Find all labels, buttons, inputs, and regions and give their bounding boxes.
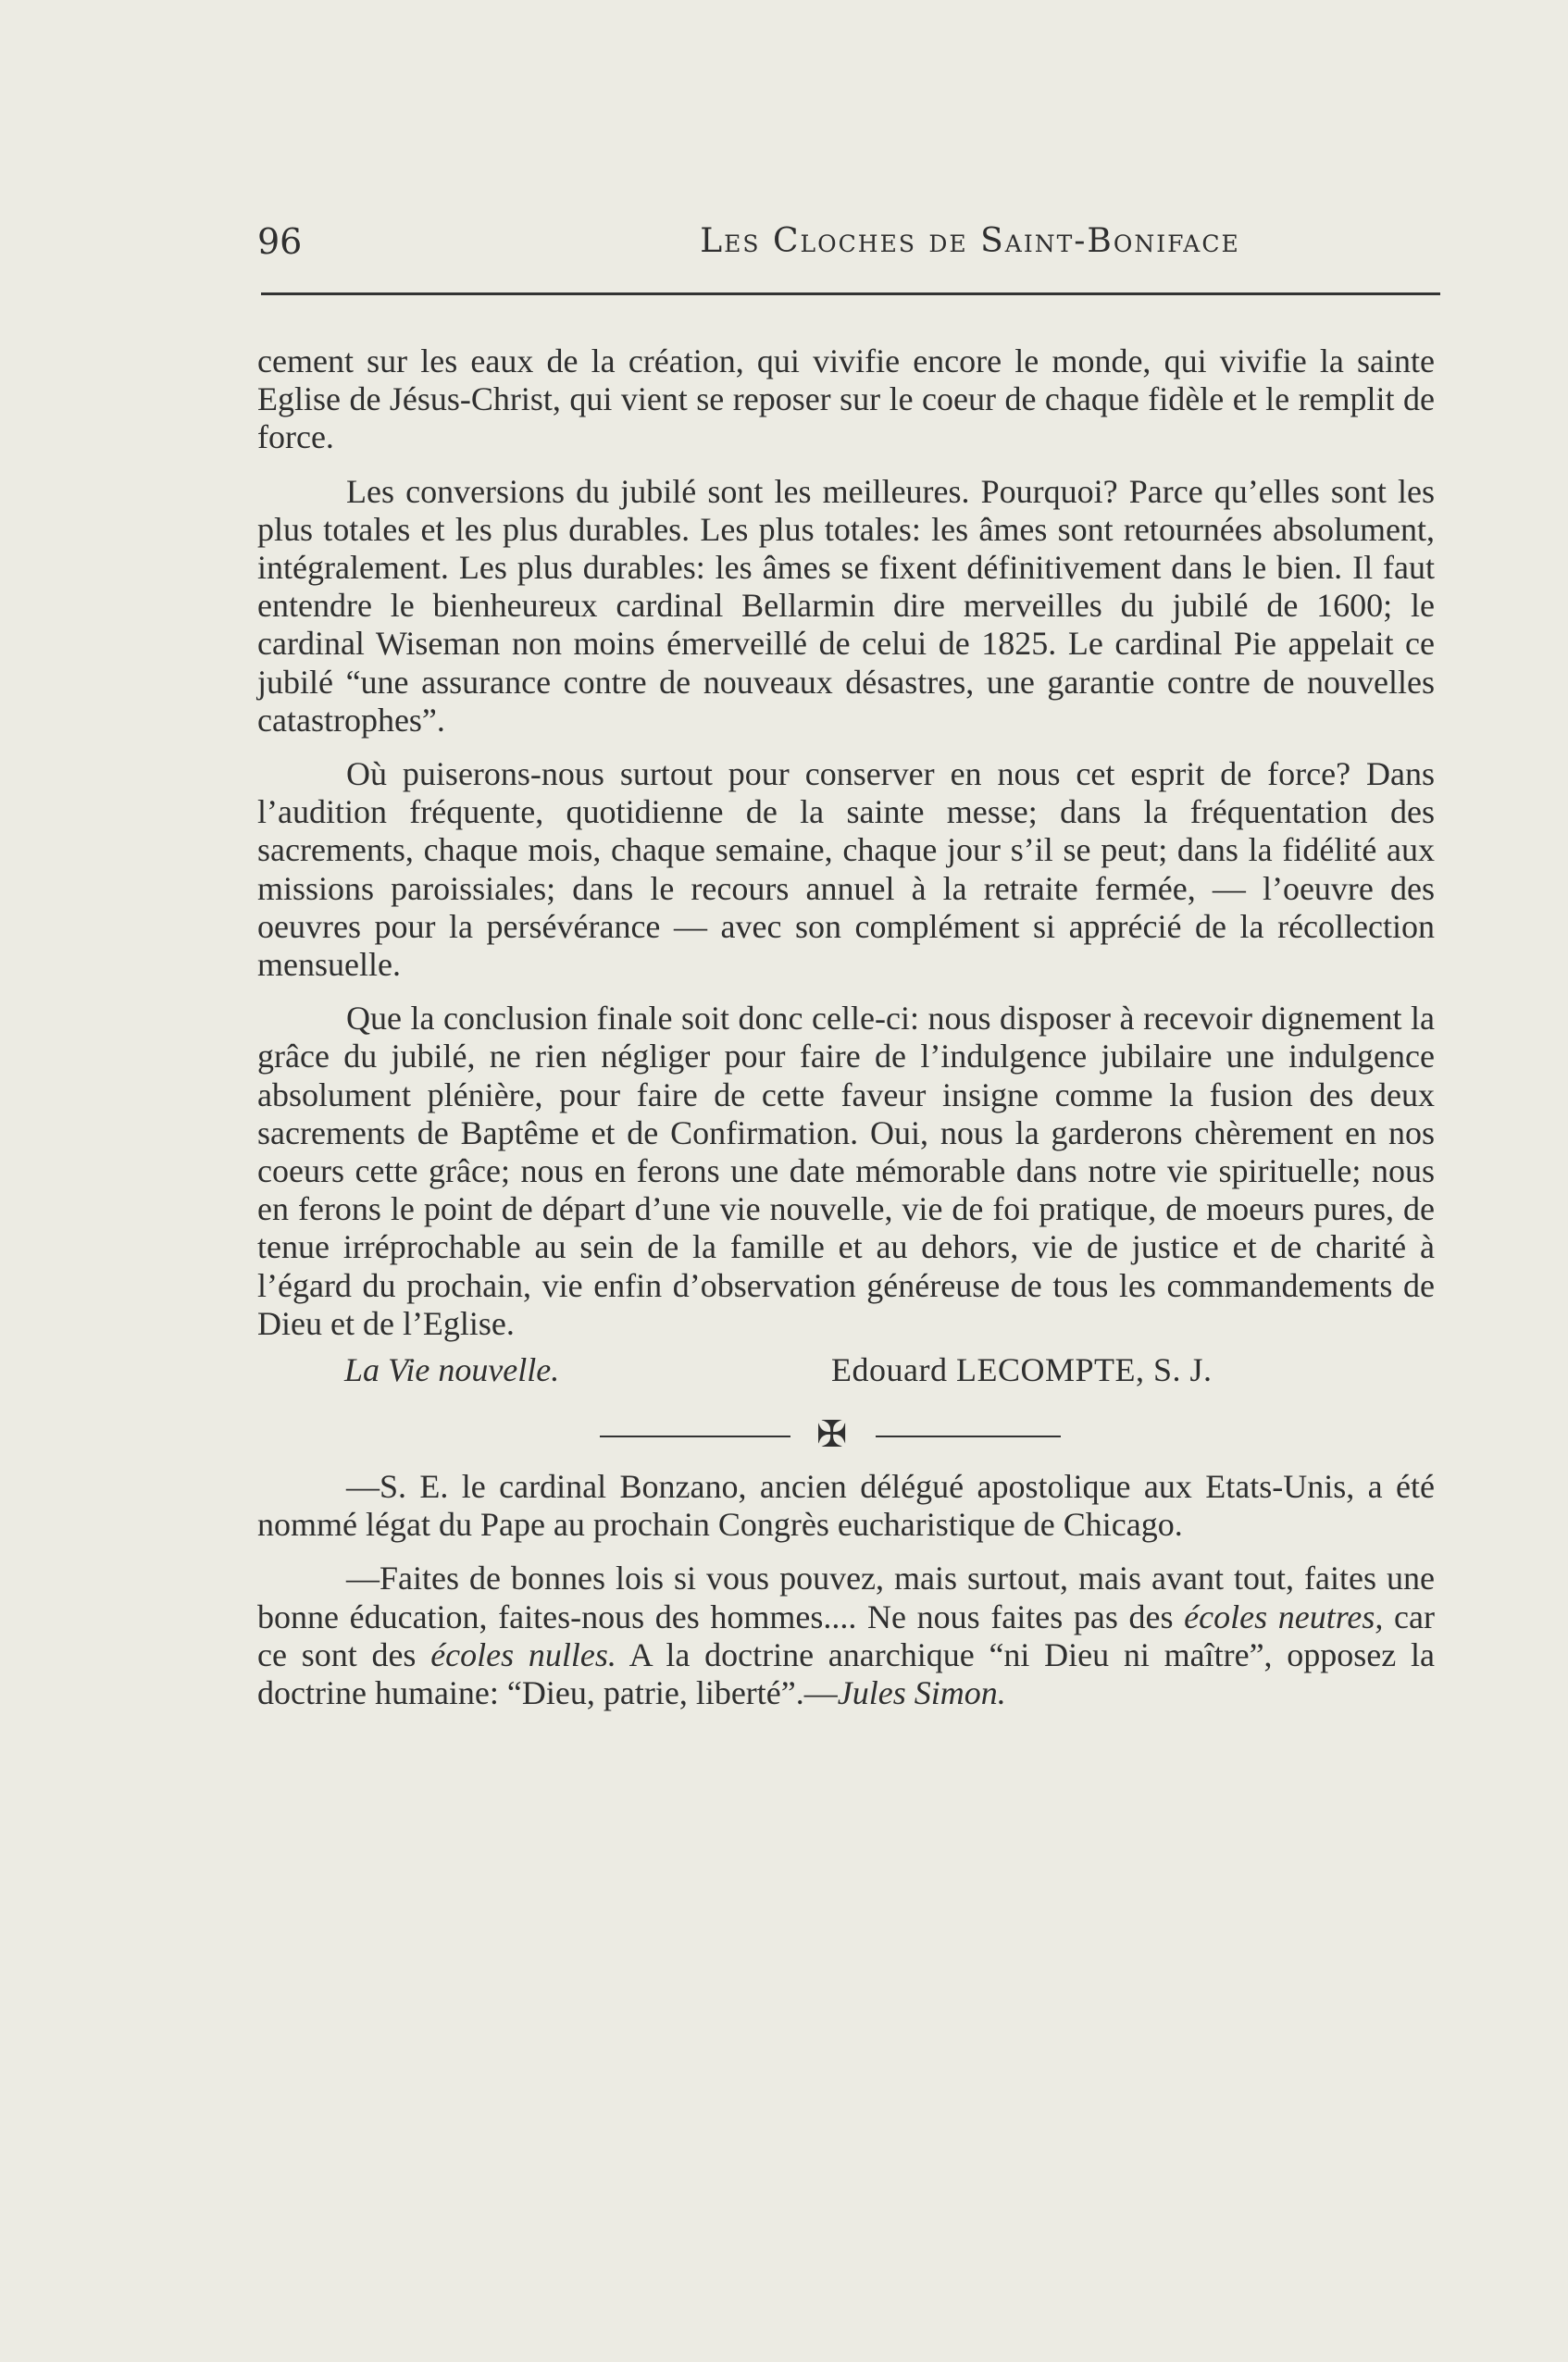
header-rule bbox=[261, 292, 1440, 295]
note-author: Jules Simon. bbox=[837, 1674, 1006, 1712]
page-number: 96 bbox=[257, 221, 303, 262]
cross-ornament-icon: ✠ bbox=[816, 1413, 848, 1457]
signature-source: La Vie nouvelle. bbox=[344, 1351, 560, 1389]
article-signature bbox=[257, 1349, 1435, 1390]
section-divider bbox=[257, 1398, 1435, 1468]
signature-author: Edouard LECOMPTE, S. J. bbox=[831, 1351, 1213, 1389]
paragraph-conversions: Les conversions du jubilé sont les meilleures. Pourquoi? Parce qu’elles sont les plus totales et les plus durables. Les plus totales: les âmes sont retournées absolument, intégralement. Les plus durables: les âmes se fixent définitivement dans le bien. Il faut entendre le bienheureux cardinal Bellarmin dire merveilles du jubilé de 1600; le cardinal Wiseman non moins émerveillé de celui de 1825. Le cardinal Pie appelait ce jubilé “une assurance contre de nouveaux désastres, une garantie contre de nouvelles catastrophes”. bbox=[257, 472, 1435, 739]
page-header bbox=[257, 218, 1442, 265]
paragraph-continuation: cement sur les eaux de la création, qui vivifie encore le monde, qui vivifie la sainte Eglise de Jésus-Christ, qui vient se reposer sur le coeur de chaque fidèle et le remplit de force. bbox=[257, 342, 1435, 456]
paragraph-conclusion: Que la conclusion finale soit donc celle-ci: nous disposer à recevoir dignement la grâce du jubilé, ne rien négliger pour faire de l’indulgence jubilaire une indulgence absolument plénière, pour faire de cette faveur insigne comme la fusion des deux sacrements de Baptême et de Confirmation. Oui, nous la garderons chèrement en nos coeurs cette grâce; nous en ferons une date mémorable dans notre vie spirituelle; nous en ferons le point de départ d’une vie nouvelle, vie de foi pratique, de moeurs pures, de tenue irréprochable au sein de la famille et au dehors, vie de justice et de charité à l’égard du prochain, vie enfin d’observation généreuse de tous les commandements de Dieu et de l’Eglise. bbox=[257, 1000, 1435, 1342]
paragraph-esprit-de-force: Où puiserons-nous surtout pour conserver en nous cet esprit de force? Dans l’audition fréquente, quotidienne de la sainte messe; dans la fréquentation des sacrements, chaque mois, chaque semaine, chaque jour s’il se peut; dans la fidélité aux missions paroissiales; dans le recours annuel à la retraite fermée, — l’oeuvre des oeuvres pour la persévérance — avec son complément si apprécié de la récollection mensuelle. bbox=[257, 755, 1435, 984]
note-emphasis: écoles neutres, bbox=[1184, 1597, 1384, 1635]
note-bonzano: —S. E. le cardinal Bonzano, ancien délégué apostolique aux Etats-Unis, a été nommé légat du Pape au prochain Congrès eucharistique de Chicago. bbox=[257, 1468, 1435, 1544]
article-body bbox=[257, 342, 1435, 1728]
note-jules-simon bbox=[257, 1560, 1435, 1712]
note-text-part: —Faites de bonnes lois si vous pouvez, mais surtout, mais avant tout, faites une bonne éducation, faites-nous des hommes.... Ne nous faites pas des bbox=[257, 1560, 1435, 1635]
note-emphasis: écoles nulles. bbox=[430, 1635, 616, 1673]
note-text-part: A la doctrine anarchique “ni Dieu ni maître”, opposez la doctrine humaine: “Dieu, patrie, liberté”.— bbox=[257, 1635, 1435, 1712]
running-title: Les Cloches de Saint-Boniface bbox=[700, 222, 1240, 260]
divider-line-left bbox=[600, 1436, 790, 1437]
divider-line-right bbox=[876, 1436, 1061, 1437]
note-text-part: car ce sont des bbox=[257, 1597, 1435, 1673]
